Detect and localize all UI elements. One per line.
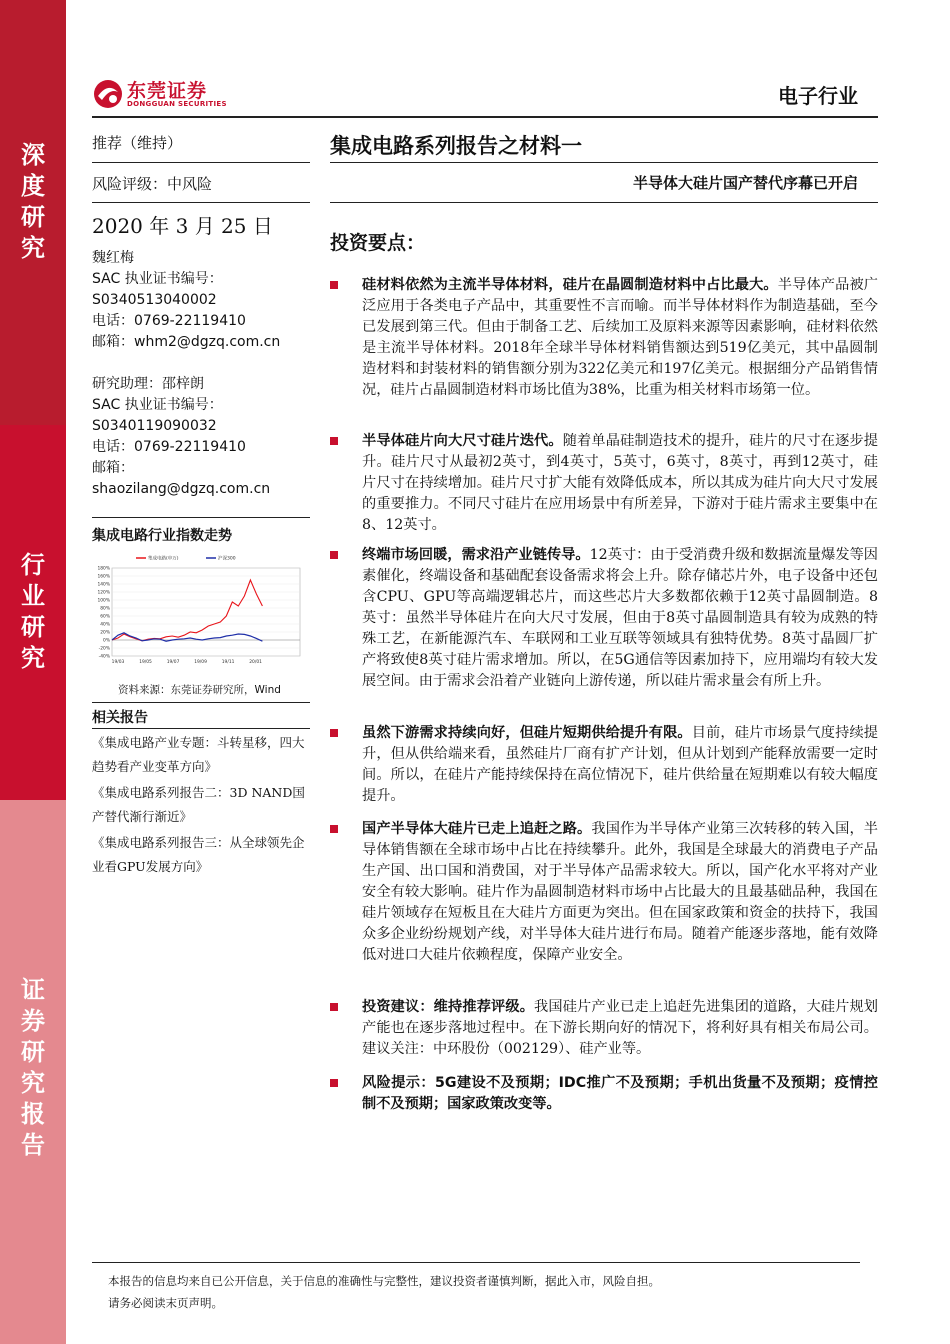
report-date: 2020 年 3 月 25 日 [92,214,273,238]
key-point-body: 我国作为半导体产业第三次转移的转入国，半导体销售额在全球市场中占比在持续攀升。此外，我国是全球最大的消费电子产品生产国、出口国和消费国，对于半导体产品需求较大。所以，国产化水平将对产业安全有较大影响。硅片作为晶圆制造材料市场中占比最大的且最基础品种，我国在硅片领域存在短板且在大硅片方面更为突出。但在国家政策和资金的扶持下，我国众多企业纷纷规划产线，对半导体大硅片进行布局。随着产能逐步落地，能有效降低对进口大硅片依赖程度，保障产业安全。 [362,821,878,963]
rating: 推荐（维持） [92,134,183,152]
sidebar-section-industry-research [0,425,66,800]
y-tick-label: 100% [97,598,110,604]
key-point-body: 目前，硅片市场景气度持续提升，但从供给端来看，虽然硅片厂商有扩产计划，但从计划到产能释放需要一定时间。所以，在硅片产能持续保持在高位情况下，硅片供给量在短期难以有较大幅度提升。 [362,725,878,804]
section-heading: 投资要点： [330,232,426,254]
y-tick-label: 160% [97,574,110,580]
x-tick-label: 20/01 [249,660,262,665]
header-rule [92,116,878,118]
y-tick-label: 40% [100,622,110,628]
related-reports-heading: 相关报告 [92,710,148,726]
key-point-body: 半导体产品被广泛应用于各类电子产品中，其重要性不言而喻。而半导体材料作为制造基础，至今已发展到第三代。但由于制备工艺、后续加工及原料来源等因素影响，硅材料依然是主流半导体材料。2018年全球半导体材料销售额达到519亿美元，其中晶圆制造材料和封装材料的销售额分别为322亿美元和197亿美元。根据细分产品销售情况，硅片占晶圆制造材料市场比值为38%，比重为相关材料市场第一位。 [362,277,878,398]
divider [92,202,310,203]
logo-name-en: DONGGUAN SECURITIES [127,100,227,108]
title-rule [330,162,878,163]
analyst-cert-label: SAC 执业证书编号： [92,271,223,287]
divider [92,728,310,729]
report-title: 集成电路系列报告之材料一 [330,134,582,158]
x-tick-label: 19/03 [111,660,125,665]
logo-mark-icon [92,78,124,110]
x-tick-label: 19/09 [194,660,207,665]
y-tick-label: -20% [98,646,110,652]
company-logo [92,78,242,110]
sidebar-label: 行业研究 [21,551,45,672]
disclaimer-line: 请务必阅读末页声明。 [108,1296,223,1310]
disclaimer-line: 本报告的信息均来自已公开信息，关于信息的准确性与完整性，建议投资者谨慎判断，据此入市，风险自担。 [108,1274,660,1288]
related-report-link[interactable]: 《集成电路系列报告二：3D NAND国产替代渐行渐近》 [92,785,305,824]
disclaimer [108,1270,660,1314]
y-tick-label: 140% [97,582,110,588]
y-tick-label: -40% [98,654,110,660]
key-point-body: 随着单晶硅制造技术的提升，硅片的尺寸在逐步提升。硅片尺寸从最初2英寸，到4英寸，5英寸，6英寸，8英寸，再到12英寸，硅片尺寸在持续增加。硅片尺寸扩大能有效降低成本，所以其成为硅片向大尺寸发展的重要推力。不同尺寸硅片在应用场景中有所差异，下游对于硅片需求主要集中在8、12英寸。 [362,433,878,533]
divider [92,702,310,703]
sidebar-section-securities-report [0,800,66,1344]
report-subtitle: 半导体大硅片国产替代序幕已开启 [632,174,858,192]
key-point-title: 国产半导体大硅片已走上追赶之路。 [362,821,592,837]
legend-label: 集成电路(申万) [148,556,179,562]
chart-title: 集成电路行业指数走势 [92,528,232,544]
assistant-cert: S0340119090032 [92,418,217,434]
y-tick-label: 60% [100,614,110,620]
related-report-link[interactable]: 《集成电路系列报告三：从全球领先企业看GPU发展方向》 [92,835,305,874]
y-tick-label: 120% [97,590,110,596]
sidebar-label: 证券研究报告 [21,976,45,1159]
analyst-phone: 电话：0769-22119410 [92,313,246,329]
analyst-email[interactable]: 邮箱：whm2@dgzq.com.cn [92,334,281,350]
related-report-link[interactable]: 《集成电路产业专题：斗转星移，四大趋势看产业变革方向》 [92,735,305,774]
key-point-body: 我国硅片产业已走上追赶先进集团的道路，大硅片规划产能也在逐步落地过程中。在下游长期向好的情况下，将利好具有相关布局公司。建议关注：中环股份（002129）、硅产业等。 [362,999,878,1057]
key-point-title: 虽然下游需求持续向好，但硅片短期供给提升有限。 [362,725,692,741]
sidebar-section-deep-research [0,0,66,425]
key-point-title: 投资建议：维持推荐评级。 [362,999,535,1015]
analyst-info [92,248,312,353]
analyst-cert: S0340513040002 [92,292,217,308]
bullet-square-icon [330,825,338,833]
assistant-cert-label: SAC 执业证书编号： [92,397,223,413]
assistant-email-label: 邮箱： [92,460,134,476]
sidebar-label: 深度研究 [21,141,45,262]
bullet-square-icon [330,1003,338,1011]
bullet-square-icon [330,729,338,737]
x-tick-label: 19/11 [221,660,235,665]
subtitle-rule [330,202,878,203]
logo-name-cn: 东莞证券 [127,80,208,102]
risk-rating: 风险评级：中风险 [92,175,213,193]
industry-label: 电子行业 [778,84,858,108]
bullet-square-icon [330,281,338,289]
x-tick-label: 19/05 [139,660,152,665]
divider [92,517,310,518]
assistant-name: 研究助理：邵梓朗 [92,376,204,392]
legend-label: 沪深300 [218,556,236,562]
key-point-body: 12英寸：由于受消费升级和数据流量爆发等因素催化，终端设备和基础配套设备需求将会上升。除存储芯片外，电子设备中还包含CPU、GPU等高端逻辑芯片，而这些芯片大多数都依赖于12英寸晶圆制造。8英寸：虽然半导体硅片在向大尺寸发展，但由于8英寸晶圆制造具有较为成熟的特殊工艺，在新能源汽车、车联网和工业互联等领域具有独特优势。8英寸晶圆厂扩产将致使8英寸硅片需求增加。所以，在5G通信等因素加持下，应用端均有较大发展空间。由于需求会沿着产业链向上游传递，所以硅片需求量会有所上升。 [362,547,878,689]
key-point-title: 半导体硅片向大尺寸硅片迭代。 [362,433,563,449]
analyst-name: 魏红梅 [92,250,134,266]
assistant-phone: 电话：0769-22119410 [92,439,246,455]
assistant-email[interactable]: shaozilang@dgzq.com.cn [92,481,271,497]
bullet-square-icon [330,437,338,445]
bullet-square-icon [330,551,338,559]
x-tick-label: 19/07 [166,660,180,665]
index-trend-chart [88,548,308,668]
footer-rule [92,1262,860,1263]
chart-source: 资料来源：东莞证券研究所，Wind [118,684,281,696]
key-point-title: 硅材料依然为主流半导体材料，硅片在晶圆制造材料中占比最大。 [362,277,778,293]
bullet-square-icon [330,1079,338,1087]
y-tick-label: 80% [100,606,110,612]
sidebar [0,0,66,1344]
y-tick-label: 20% [100,630,110,636]
divider [92,162,310,163]
assistant-info [92,374,312,500]
key-point-title: 风险提示：5G建设不及预期；IDC推广不及预期；手机出货量不及预期；疫情控制不及预期；国家政策改变等。 [362,1075,878,1112]
y-tick-label: 180% [97,566,110,572]
y-tick-label: 0% [103,638,110,644]
key-point-title: 终端市场回暖，需求沿产业链传导。 [362,547,590,563]
